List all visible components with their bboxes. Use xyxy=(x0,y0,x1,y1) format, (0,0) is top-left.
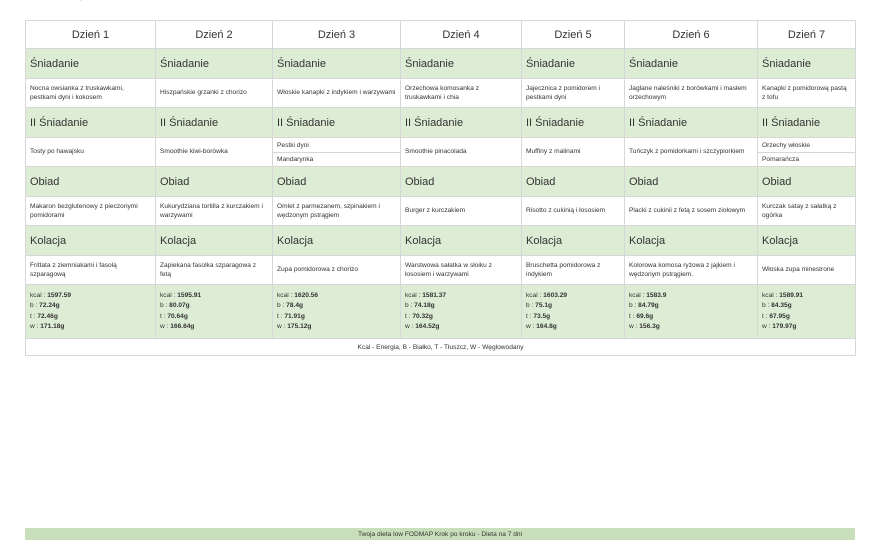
meal-item: Mandarynka xyxy=(277,155,314,163)
meal-item: Hiszpańskie grzanki z chorizo xyxy=(160,89,247,97)
nutrition-value: 1597.59 xyxy=(47,291,72,299)
nutrition-line-w xyxy=(629,322,753,333)
nutrition-line-kcal xyxy=(405,291,517,302)
nutrition-cell xyxy=(758,285,856,339)
meal-items-row xyxy=(26,197,856,226)
meal-item: Jaglane naleśniki z borówkami i masłem orzechowym xyxy=(629,84,747,101)
nutrition-line-kcal xyxy=(526,291,620,302)
nutrition-label: w : xyxy=(762,323,773,330)
nutrition-value: 1595.91 xyxy=(177,291,202,299)
day-header: Dzień 6 xyxy=(625,21,758,49)
nutrition-line-b xyxy=(160,301,268,312)
meal-item: Bruschetta pomidorowa z indykiem xyxy=(526,261,601,278)
meal-cell xyxy=(156,197,273,226)
nutrition-value: 164.8g xyxy=(536,323,557,330)
meal-item: Zapiekana fasolka szparagowa z fetą xyxy=(160,261,257,278)
nutrition-label: w : xyxy=(405,323,416,330)
nutrition-label: t : xyxy=(526,312,534,320)
nutrition-label: kcal : xyxy=(277,291,295,299)
meal-item: Włoska zupa minestrone xyxy=(762,266,835,274)
day-header: Dzień 1 xyxy=(26,21,156,49)
meal-item: Placki z cukinii z fetą z sosem ziołowym xyxy=(629,207,746,215)
meal-item: Jajecznica z pomidorem i pestkami dyni xyxy=(526,84,601,101)
meal-item: Omlet z parmezanem, szpinakiem i wędzonym pstrągiem xyxy=(277,202,380,219)
meal-item: Makaron bezglutenowy z pieczonymi pomidorami xyxy=(30,202,138,219)
nutrition-label: t : xyxy=(405,312,413,320)
meal-item: Kolorowa komosa ryżowa z jajkiem i wędzonym pstrągiem. xyxy=(629,261,735,278)
meal-cell xyxy=(522,138,625,167)
nutrition-line-b xyxy=(762,301,851,312)
nutrition-line-b xyxy=(629,301,753,312)
meal-item: Burger z kurczakiem xyxy=(405,207,466,215)
meal-cell xyxy=(401,256,522,285)
nutrition-value: 73.5g xyxy=(533,312,551,320)
nutrition-line-w xyxy=(30,322,151,333)
nutrition-line-b xyxy=(30,301,151,312)
meal-item: Pestki dyni xyxy=(273,139,400,153)
nutrition-line-t xyxy=(405,312,517,323)
meal-item: Smoothie pinacolada xyxy=(405,148,467,156)
meal-cell xyxy=(522,197,625,226)
meal-label: Śniadanie xyxy=(625,49,758,79)
meal-label: Kolacja xyxy=(758,226,856,256)
meal-cell xyxy=(26,138,156,167)
nutrition-value: 166.64g xyxy=(170,323,195,330)
meal-label: Śniadanie xyxy=(273,49,401,79)
days-header-row xyxy=(26,21,856,49)
meal-label: Obiad xyxy=(273,167,401,197)
meal-items-row xyxy=(26,138,856,167)
meal-cell xyxy=(273,197,401,226)
nutrition-label: w : xyxy=(629,323,640,330)
nutrition-cell xyxy=(26,285,156,339)
nutrition-line-w xyxy=(526,322,620,333)
nutrition-label: w : xyxy=(160,323,171,330)
meal-items-row xyxy=(26,79,856,108)
nutrition-value: 71.91g xyxy=(284,312,305,320)
meal-header-row xyxy=(26,167,856,197)
day-header: Dzień 2 xyxy=(156,21,273,49)
meal-label: II Śniadanie xyxy=(273,108,401,138)
nutrition-value: 74.18g xyxy=(414,302,435,309)
nutrition-line-t xyxy=(277,312,396,323)
nutrition-label: w : xyxy=(526,323,537,330)
meal-cell xyxy=(273,138,401,167)
nutrition-line-t xyxy=(629,312,753,323)
logo-fragment xyxy=(60,0,90,4)
meal-label: Obiad xyxy=(401,167,522,197)
nutrition-value: 1589.91 xyxy=(779,291,804,299)
meal-label: Kolacja xyxy=(401,226,522,256)
nutrition-label: b : xyxy=(277,302,287,309)
meal-label: Kolacja xyxy=(273,226,401,256)
meal-label: Śniadanie xyxy=(758,49,856,79)
meal-label: Obiad xyxy=(758,167,856,197)
meal-label: II Śniadanie xyxy=(26,108,156,138)
meal-cell xyxy=(401,138,522,167)
nutrition-cell xyxy=(522,285,625,339)
nutrition-line-kcal xyxy=(629,291,753,302)
meal-label: Kolacja xyxy=(522,226,625,256)
nutrition-cell xyxy=(401,285,522,339)
meal-label: Obiad xyxy=(522,167,625,197)
meal-label: Śniadanie xyxy=(156,49,273,79)
nutrition-value: 179.97g xyxy=(772,323,797,330)
meal-item: Frittata z ziemniakami i fasolą szparagową xyxy=(30,261,117,278)
meal-cell xyxy=(156,79,273,108)
meal-plan-table xyxy=(25,20,856,356)
meal-item: Włoskie kanapki z indykiem i warzywami xyxy=(277,89,396,97)
meal-cell xyxy=(273,256,401,285)
nutrition-value: 80.07g xyxy=(169,302,190,309)
meal-cell xyxy=(401,197,522,226)
nutrition-line-t xyxy=(526,312,620,323)
nutrition-label: kcal : xyxy=(405,291,423,299)
nutrition-value: 171.18g xyxy=(40,323,65,330)
meal-cell xyxy=(758,79,856,108)
meal-label: II Śniadanie xyxy=(522,108,625,138)
legend-row xyxy=(26,339,856,356)
nutrition-label: t : xyxy=(30,312,38,320)
meal-cell xyxy=(522,79,625,108)
nutrition-value: 70.32g xyxy=(412,312,433,320)
nutrition-value: 1583.9 xyxy=(646,291,667,299)
meal-label: Śniadanie xyxy=(26,49,156,79)
nutrition-value: 70.64g xyxy=(167,312,188,320)
nutrition-line-w xyxy=(762,322,851,333)
meal-label: Śniadanie xyxy=(522,49,625,79)
nutrition-value: 84.79g xyxy=(638,302,659,309)
nutrition-label: b : xyxy=(405,302,415,309)
meal-cell xyxy=(156,256,273,285)
meal-cell xyxy=(26,79,156,108)
nutrition-line-w xyxy=(277,322,396,333)
nutrition-label: b : xyxy=(30,302,40,309)
meal-item: Zupa pomidorowa z chorizo xyxy=(277,266,358,274)
nutrition-value: 75.1g xyxy=(535,302,553,309)
nutrition-label: b : xyxy=(629,302,639,309)
meal-header-row xyxy=(26,49,856,79)
meal-item: Tuńczyk z pomidorkami i szczypiorkiem xyxy=(629,148,745,156)
meal-cell xyxy=(273,79,401,108)
meal-label: II Śniadanie xyxy=(401,108,522,138)
meal-item: Kanapki z pomidorową pastą z tofu xyxy=(762,84,847,101)
nutrition-label: t : xyxy=(277,312,285,320)
nutrition-label: t : xyxy=(629,312,637,320)
meal-label: Obiad xyxy=(156,167,273,197)
nutrition-label: w : xyxy=(30,323,41,330)
meal-item: Smoothie kiwi-borówka xyxy=(160,148,228,156)
meal-header-row xyxy=(26,108,856,138)
nutrition-line-b xyxy=(277,301,396,312)
nutrition-line-w xyxy=(160,322,268,333)
nutrition-value: 1581.37 xyxy=(422,291,447,299)
day-header: Dzień 7 xyxy=(758,21,856,49)
meal-item: Tosty po hawajsku xyxy=(30,148,84,156)
meal-label: Obiad xyxy=(26,167,156,197)
nutrition-value: 84.35g xyxy=(771,302,792,309)
meal-label: Kolacja xyxy=(156,226,273,256)
meal-label: II Śniadanie xyxy=(625,108,758,138)
meal-cell xyxy=(625,256,758,285)
nutrition-line-t xyxy=(30,312,151,323)
nutrition-line-b xyxy=(405,301,517,312)
meal-cell xyxy=(26,197,156,226)
nutrition-value: 1603.29 xyxy=(543,291,568,299)
nutrition-value: 1620.56 xyxy=(294,291,319,299)
nutrition-line-kcal xyxy=(277,291,396,302)
meal-label: II Śniadanie xyxy=(156,108,273,138)
meal-header-row xyxy=(26,226,856,256)
meal-item: Orzechowa komosanka z truskawkami i chia xyxy=(405,84,480,101)
nutrition-value: 78.4g xyxy=(286,302,304,309)
meal-items-row xyxy=(26,256,856,285)
meal-label: Śniadanie xyxy=(401,49,522,79)
nutrition-cell xyxy=(156,285,273,339)
nutrition-cell xyxy=(273,285,401,339)
nutrition-value: 175.12g xyxy=(287,323,312,330)
day-header: Dzień 4 xyxy=(401,21,522,49)
nutrition-value: 67.95g xyxy=(769,312,790,320)
meal-cell xyxy=(522,256,625,285)
nutrition-value: 164.52g xyxy=(415,323,440,330)
meal-label: II Śniadanie xyxy=(758,108,856,138)
meal-cell xyxy=(625,197,758,226)
nutrition-label: t : xyxy=(160,312,168,320)
footer-title: Twoja dieta low FODMAP Krok po kroku - Dieta na 7 dni xyxy=(357,531,523,538)
meal-label: Obiad xyxy=(625,167,758,197)
nutrition-label: kcal : xyxy=(160,291,178,299)
meal-cell xyxy=(758,138,856,167)
day-header: Dzień 5 xyxy=(522,21,625,49)
meal-item: Risotto z cukinią i łososiem xyxy=(526,207,606,215)
nutrition-line-kcal xyxy=(30,291,151,302)
meal-cell xyxy=(26,256,156,285)
meal-label: Kolacja xyxy=(26,226,156,256)
meal-item: Pomarańcza xyxy=(762,155,800,163)
macro-legend: Kcal - Energia, B - Białko, T - Tłuszcz, W - Węglowodany xyxy=(26,339,856,356)
meal-cell xyxy=(625,79,758,108)
nutrition-label: kcal : xyxy=(526,291,544,299)
nutrition-line-t xyxy=(762,312,851,323)
nutrition-value: 69.6g xyxy=(636,312,654,320)
meal-label: Kolacja xyxy=(625,226,758,256)
nutrition-label: kcal : xyxy=(762,291,780,299)
footer-band xyxy=(25,528,855,540)
meal-item: Kukurydziana tortilla z kurczakiem i warzywami xyxy=(160,202,263,219)
nutrition-label: b : xyxy=(526,302,536,309)
meal-cell xyxy=(401,79,522,108)
meal-item: Warstwowa sałatka w słoiku z łososiem i warzywami xyxy=(405,261,492,278)
nutrition-label: b : xyxy=(160,302,170,309)
meal-cell xyxy=(758,256,856,285)
nutrition-line-w xyxy=(405,322,517,333)
nutrition-label: kcal : xyxy=(629,291,647,299)
nutrition-value: 72.24g xyxy=(39,302,60,309)
day-header: Dzień 3 xyxy=(273,21,401,49)
meal-cell xyxy=(758,197,856,226)
meal-item: Muffiny z malinami xyxy=(526,148,581,156)
nutrition-label: kcal : xyxy=(30,291,48,299)
nutrition-line-t xyxy=(160,312,268,323)
meal-item: Kurczak satay z sałatką z ogórka xyxy=(762,202,837,219)
meal-cell xyxy=(625,138,758,167)
nutrition-cell xyxy=(625,285,758,339)
nutrition-value: 72.46g xyxy=(37,312,58,320)
meal-item: Orzechy włoskie xyxy=(758,139,855,153)
nutrition-line-b xyxy=(526,301,620,312)
nutrition-value: 156.3g xyxy=(639,323,660,330)
meal-item: Nocna owsianka z truskawkami, pestkami dyni i kokosem xyxy=(30,84,124,101)
nutrition-label: w : xyxy=(277,323,288,330)
meal-cell xyxy=(156,138,273,167)
nutrition-line-kcal xyxy=(762,291,851,302)
nutrition-line-kcal xyxy=(160,291,268,302)
nutrition-label: b : xyxy=(762,302,772,309)
nutrition-totals-row xyxy=(26,285,856,339)
nutrition-label: t : xyxy=(762,312,770,320)
